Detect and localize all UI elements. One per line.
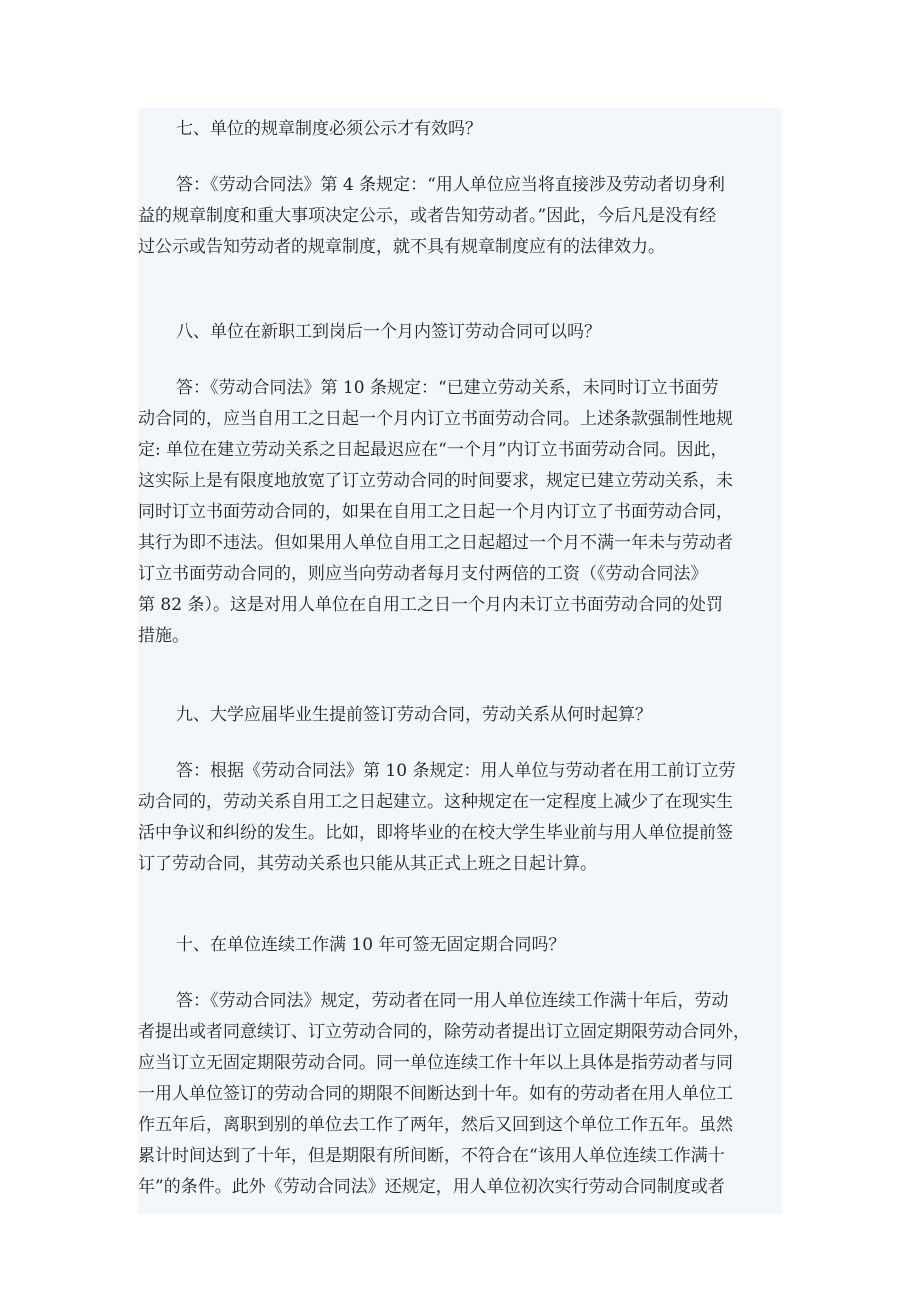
answer-line: 这实际上是有限度地放宽了订立劳动合同的时间要求，规定已建立劳动关系，未 [138, 471, 733, 491]
answer-line: 动合同的，应当自用工之日起一个月内订立书面劳动合同。上述条款强制性地规 [138, 409, 733, 429]
answer-line: 年”的条件。此外《劳动合同法》还规定，用人单位初次实行劳动合同制度或者 [138, 1177, 725, 1197]
answer-line: 者提出或者同意续订、订立劳动合同的，除劳动者提出订立固定期限劳动合同外， [138, 1022, 750, 1042]
section-ten [138, 930, 782, 1203]
section-nine [138, 700, 782, 880]
answer-line: 同时订立书面劳动合同的，如果在自用工之日起一个月内订立了书面劳动合同， [138, 502, 733, 522]
answer-line: 定: 单位在建立劳动关系之日起最迟应在“一个月”内订立书面劳动合同。因此， [138, 440, 728, 460]
answer-line: 措施。 [138, 626, 189, 646]
answer-paragraph [138, 756, 782, 880]
section-eight [138, 317, 782, 652]
answer-line: 订了劳动合同，其劳动关系也只能从其正式上班之日起计算。 [138, 854, 597, 874]
answer-line: 答：《劳动合同法》第 4 条规定：“用人单位应当将直接涉及劳动者切身利 [176, 175, 725, 195]
answer-line: 益的规章制度和重大事项决定公示，或者告知劳动者。”因此，今后凡是没有经 [138, 206, 717, 226]
answer-line: 答：《劳动合同法》规定，劳动者在同一用人单位连续工作满十年后，劳动 [176, 991, 729, 1011]
answer-line: 一用人单位签订的劳动合同的期限不间断达到十年。如有的劳动者在用人单位工 [138, 1084, 733, 1104]
question-heading: 十、在单位连续工作满 10 年可签无固定期合同吗？ [176, 935, 566, 955]
answer-line: 动合同的，劳动关系自用工之日起建立。这种规定在一定程度上减少了在现实生 [138, 792, 733, 812]
answer-line: 订立书面劳动合同的，则应当向劳动者每月支付两倍的工资（《劳动合同法》 [138, 564, 708, 584]
answer-line: 活中争议和纠纷的发生。比如，即将毕业的在校大学生毕业前与用人单位提前签 [138, 823, 733, 843]
answer-line: 作五年后，离职到别的单位去工作了两年，然后又回到这个单位工作五年。虽然 [138, 1115, 733, 1135]
section-seven [138, 114, 782, 263]
answer-paragraph [138, 986, 782, 1203]
answer-line: 第 82 条）。这是对用人单位在自用工之日一个月内未订立书面劳动合同的处罚 [138, 595, 723, 615]
answer-line: 过公示或告知劳动者的规章制度，就不具有规章制度应有的法律效力。 [138, 237, 665, 257]
answer-line: 累计时间达到了十年，但是期限有所间断，不符合在“该用人单位连续工作满十 [138, 1146, 725, 1166]
document-page [138, 108, 782, 1214]
answer-line: 其行为即不违法。但如果用人单位自用工之日起超过一个月不满一年未与劳动者 [138, 533, 733, 553]
question-heading: 九、大学应届毕业生提前签订劳动合同，劳动关系从何时起算？ [176, 705, 652, 725]
answer-line: 答：根据《劳动合同法》第 10 条规定：用人单位与劳动者在用工前订立劳 [176, 761, 736, 781]
answer-paragraph [138, 170, 782, 263]
question-heading: 七、单位的规章制度必须公示才有效吗？ [176, 119, 482, 139]
question-heading: 八、单位在新职工到岗后一个月内签订劳动合同可以吗？ [176, 322, 601, 342]
answer-line: 应当订立无固定期限劳动合同。同一单位连续工作十年以上具体是指劳动者与同 [138, 1053, 733, 1073]
answer-paragraph [138, 373, 782, 652]
answer-line: 答：《劳动合同法》第 10 条规定：“已建立劳动关系，未同时订立书面劳 [176, 378, 719, 398]
